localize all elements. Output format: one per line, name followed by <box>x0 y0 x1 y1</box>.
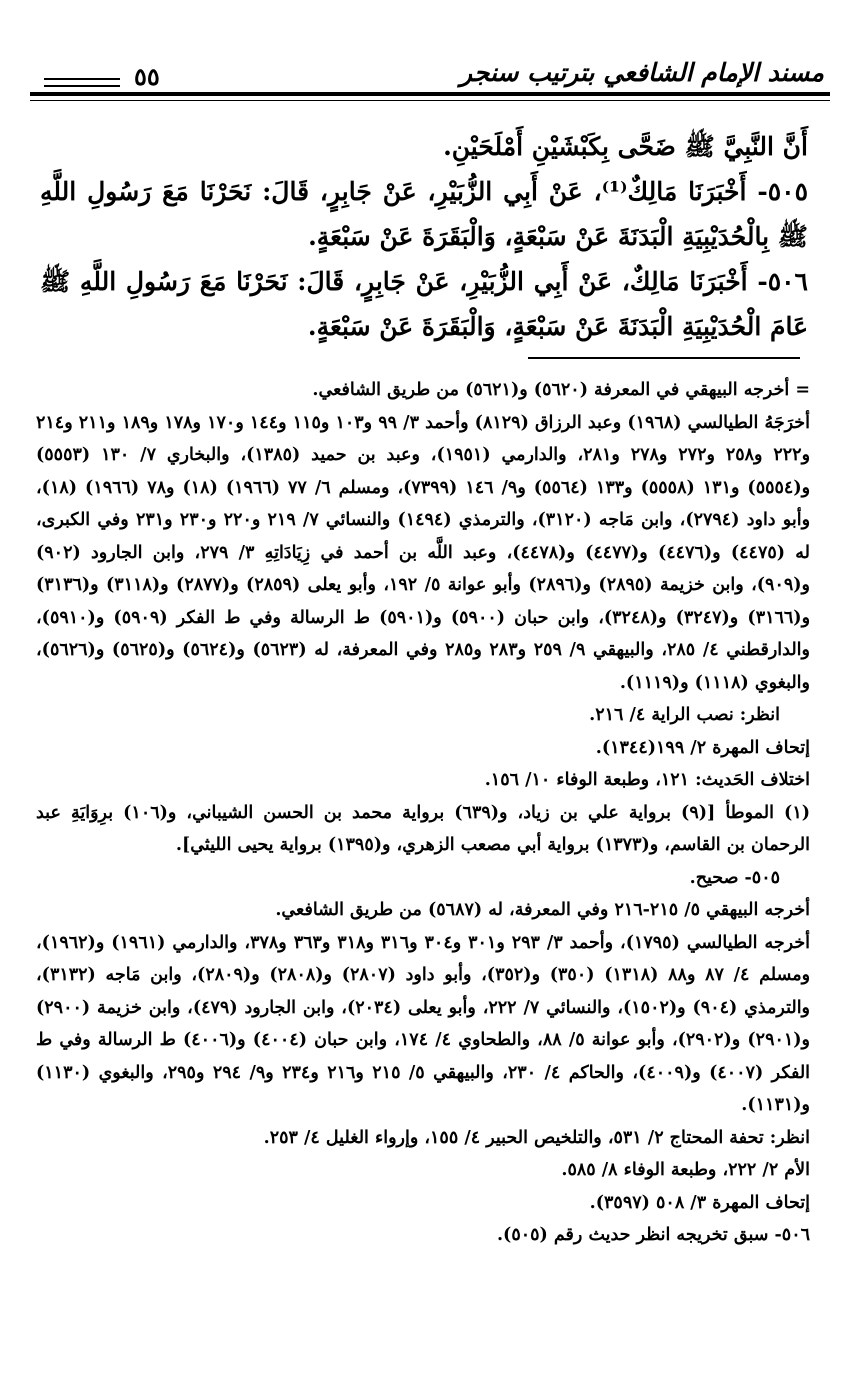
footnote-505-grade: ٥٠٥- صحيح. <box>689 867 780 888</box>
footnote-505-bayhaqi: أخرجه البيهقي ٥/ ٢١٥-٢١٦ وفي المعرفة، له (٥٦٨٧) من طريق الشافعي. <box>275 900 810 920</box>
header-rule-thick <box>30 92 830 96</box>
header-ornament-bars <box>44 78 120 92</box>
footnote-1-muwatta: (١) الموطأ [(٩) برواية علي بن زياد، و(٦٣٩) برواية محمد بن الحسن الشيباني، و(١٠٦) برِوَايَةِ عبد الرحمان بن القاسم، و(١٣٧٣) برواية أبي مصعب الزهري، و(١٣٩٥) برواية يحيى الليثي]. <box>36 802 810 855</box>
hadith-506: ٥٠٦- أَخْبَرَنَا مَالِكٌ، عَنْ أَبِي الزُّبَيْرِ، عَنْ جَابِرٍ، قَالَ: نَحَرْنَا مَعَ رَسُولِ اللَّهِ ﷺ عَامَ الْحُدَيْبِيَةِ الْبَدَنَةَ عَنْ سَبْعَةٍ، وَالْبَقَرَةَ عَنْ سَبْعَةٍ. <box>40 267 808 341</box>
footnote-takhrij-504: أخرَجَهُ الطيالسي (١٩٦٨) وعبد الرزاق (٨١٢٩) وأحمد ٣/ ٩٩ و١٠٣ و١١٥ و١٤٤ و١٧٠ و١٧٨ و١٨٩ و٢١١ و٢١٤ و٢٢٢ و٢٥٨ و٢٧٢ و٢٧٨ و٢٨١، والدارمي (١٩٥١)، وعبد بن حميد (١٣٨٥)، والبخاري ٧/ ١٣٠ (٥٥٥٣) و(٥٥٥٤) و١٣١ (٥٥٥٨) و١٣٣ (٥٥٦٤) و٩/ ١٤٦ (٧٣٩٩)، ومسلم ٦/ ٧٧ (١٩٦٦) (١٨) و٧٨ (١٩٦٦) (١٨)، وأبو داود (٢٧٩٤)، وابن مَاجه (٣١٢٠)، والترمذي (١٤٩٤) والنسائي ٧/ ٢١٩ و٢٢٠ و٢٣٠ و٢٣١ وفي الكبرى، له (٤٤٧٥) و(٤٤٧٦) و(٤٤٧٧) و(٤٤٧٨)، وعبد اللَّه بن أحمد في زِيَادَاتِهِ ٣/ ٢٧٩، وابن الجارود (٩٠٢) و(٩٠٩)، وابن خزيمة (٢٨٩٥) و(٢٨٩٦) وأبو عوانة ٥/ ١٩٢، وأبو يعلى (٢٨٥٩) و(٢٨٧٧) و(٣١١٨) و(٣١٣٦) و(٣١٦٦) و(٣٢٤٧) و(٣٢٤٨)، وابن حبان (٥٩٠٠) و(٥٩٠١) ط الرسالة وفي ط الفكر (٥٩٠٩) و(٥٩١٠)، والدارقطني ٤/ ٢٨٥، والبيهقي ٩/ ٢٥٩ و٢٨٣ و٢٨٥ وفي المعرفة، له (٥٦٢٣) و(٥٦٢٤) و(٥٦٢٥) و(٥٦٢٦)، والبغوي (١١١٨) و(١١١٩). <box>36 412 811 693</box>
footnote-505-takhrij: أخرجه الطيالسي (١٧٩٥)، وأحمد ٣/ ٢٩٣ و٣٠١ و٣٠٤ و٣١٦ و٣١٨ و٣٦٣ و٣٧٨، والدارمي (١٩٦١) و(١٩٦٢)، ومسلم ٤/ ٨٧ و٨٨ (١٣١٨) (٣٥٠) و(٣٥٢)، وأبو داود (٢٨٠٧) و(٢٨٠٨) و(٢٨٠٩)، وابن مَاجه (٣١٣٢)، والترمذي (٩٠٤) و(١٥٠٢)، والنسائي ٧/ ٢٢٢، وأبو يعلى (٢٠٣٤)، وابن الجارود (٤٧٩)، وابن خزيمة (٢٩٠٠) و(٢٩٠١) و(٢٩٠٢)، وأبو عوانة ٥/ ٨٨، والطحاوي ٤/ ١٧٤، وابن حبان (٤٠٠٤) و(٤٠٠٦) ط الرسالة وفي ط الفكر (٤٠٠٧) و(٤٠٠٩)، والحاكم ٤/ ٢٣٠، والبيهقي ٥/ ٢١٥ و٢١٦ و٢٣٤ و٩/ ٢٩٤ و٢٩٥، والبغوي (١١٣٠) و(١١٣١). <box>36 932 811 1115</box>
running-title: مسند الإمام الشافعي بترتيب سنجر <box>460 58 824 87</box>
header-rule-thin <box>30 100 830 101</box>
footnote-separator <box>528 357 800 359</box>
footnote-505-umm: الأم ٢/ ٢٢٢، وطبعة الوفاء ٨/ ٥٨٥. <box>561 1160 810 1180</box>
page-header <box>30 58 830 114</box>
footnote-506: ٥٠٦- سبق تخريجه انظر حديث رقم (٥٠٥). <box>496 1225 810 1245</box>
footnote-505-see: انظر: تحفة المحتاج ٢/ ٥٣١، والتلخيص الحبير ٤/ ١٥٥، وإرواء الغليل ٤/ ٢٥٣. <box>263 1127 810 1148</box>
footnote-ikhtilaf: اختلاف الحَديث: ١٢١، وطبعة الوفاء ١٠/ ١٥٦. <box>484 770 810 790</box>
footnote-line: = أخرجه البيهقي في المعرفة (٥٦٢٠) و(٥٦٢١) من طريق الشافعي. <box>312 380 810 400</box>
hadith-505: ٥٠٥- أَخْبَرَنَا مَالِكٌ⁽¹⁾، عَنْ أَبِي الزُّبَيْرِ، عَنْ جَابِرٍ، قَالَ: نَحَرْنَا مَعَ رَسُولِ اللَّهِ ﷺ بِالْحُدَيْبِيَةِ الْبَدَنَةَ عَنْ سَبْعَةٍ، وَالْبَقَرَةَ عَنْ سَبْعَةٍ. <box>40 177 809 251</box>
footnote-see: انظر: نصب الراية ٤/ ٢١٦. <box>589 705 780 725</box>
page-number: ٥٥ <box>134 62 160 91</box>
hadith-text <box>40 124 808 349</box>
footnote-505-ithaf: إتحاف المهرة ٣/ ٥٠٨ (٣٥٩٧). <box>589 1192 810 1213</box>
hadith-continuation: أَنَّ النَّبِيَّ ﷺ ضَحَّى بِكَبْشَيْنِ أَمْلَحَيْنِ. <box>443 132 808 161</box>
footnote-ithaf: إتحاف المهرة ٢/ ١٩٩(١٣٤٤). <box>595 737 810 758</box>
footnotes <box>36 374 810 1252</box>
